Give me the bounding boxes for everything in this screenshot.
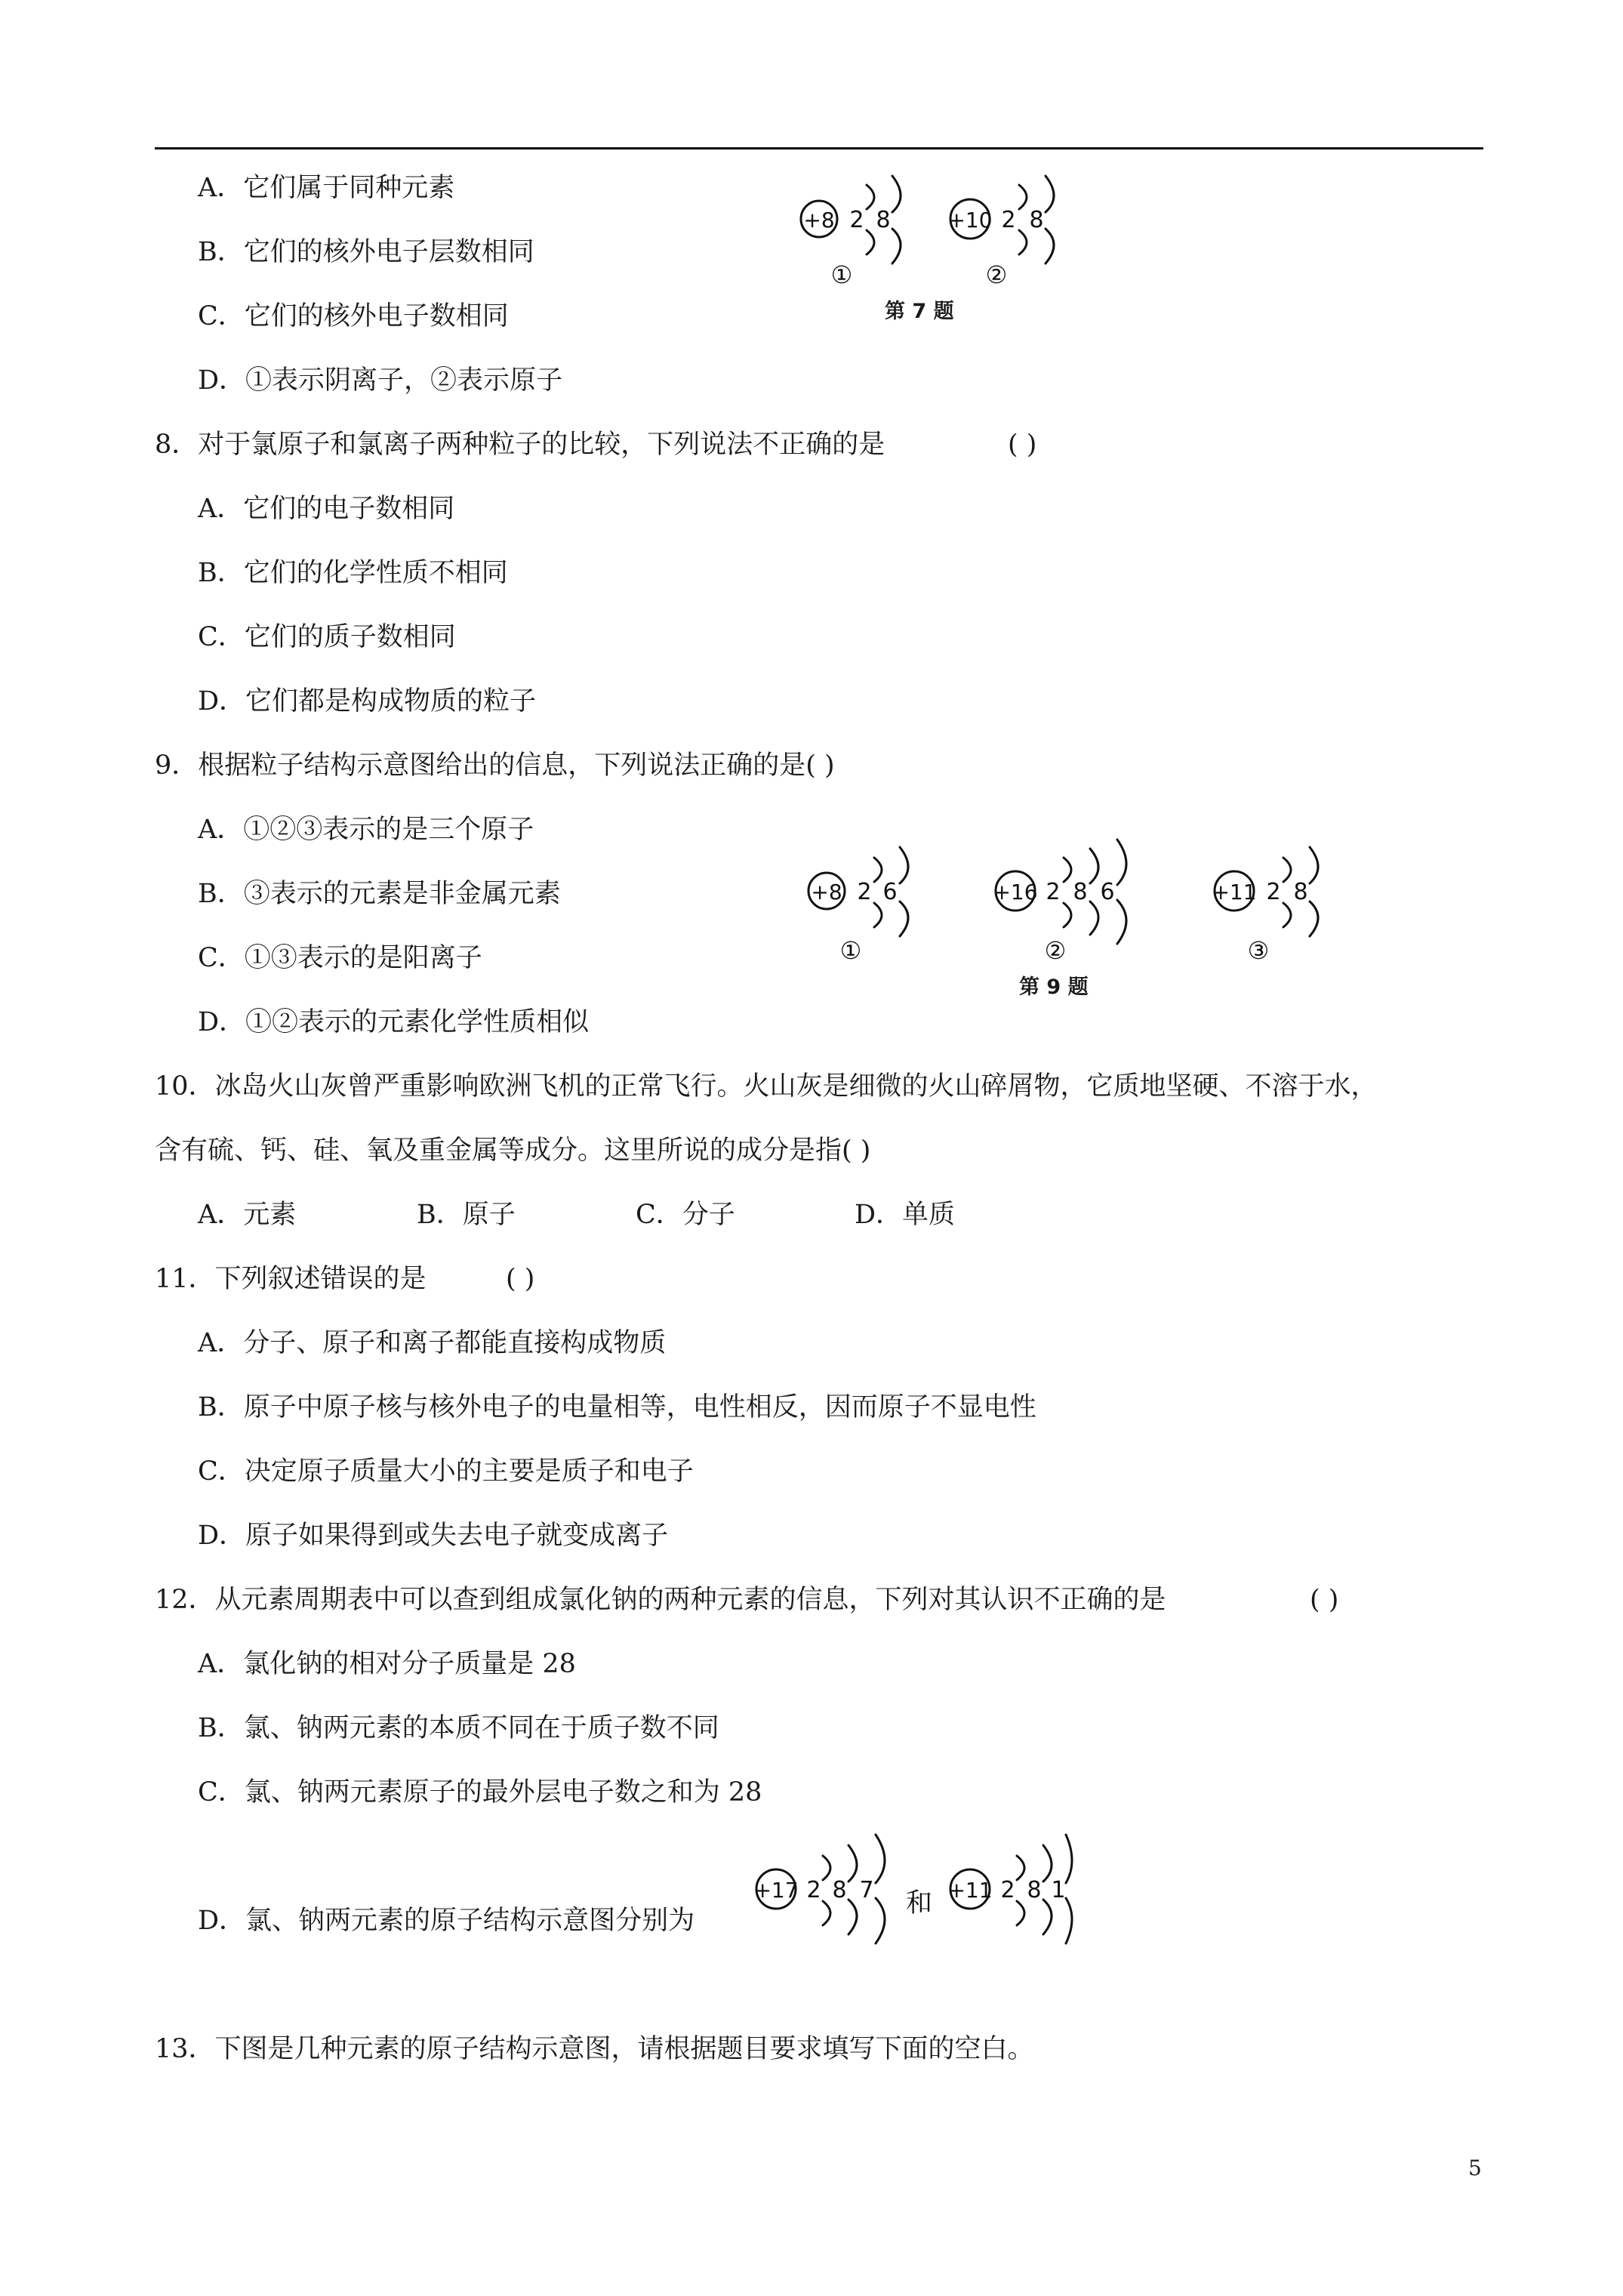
shell-arc: [876, 1898, 885, 1943]
q10-stem-line-2: 含有硫、钙、硅、氧及重金属等成分。这里所说的成分是指( ): [155, 1136, 871, 1166]
page-number: 5: [1468, 2156, 1482, 2180]
shell-arc: [848, 1900, 857, 1934]
shell-arc: [874, 858, 882, 882]
shell-arc: [1017, 1856, 1024, 1880]
shell-arc: [1046, 229, 1054, 264]
q9-p1-shell-2: 6: [882, 879, 898, 905]
shell-arc: [1117, 840, 1126, 885]
q9-particle-3: [1212, 847, 1318, 965]
q10-options-row: [198, 1197, 1073, 1233]
q12-option-a: A．氯化钠的相对分子质量是 28: [198, 1649, 576, 1679]
q7-p2-label: ②: [985, 260, 1008, 289]
shell-arc: [867, 185, 874, 209]
shell-arc: [1117, 900, 1126, 944]
q9-p3-label: ③: [1247, 936, 1270, 965]
q7-p2-shell-2: 8: [1029, 207, 1044, 233]
shell-arc: [823, 1856, 830, 1880]
q9-option-a: A．①②③表示的是三个原子: [198, 815, 534, 845]
q10-option-c: C．分子: [636, 1200, 735, 1230]
q9-stem: 9．根据粒子结构示意图给出的信息，下列说法正确的是( ): [155, 750, 835, 781]
shell-arc: [1046, 176, 1054, 212]
shell-arc: [848, 1845, 857, 1881]
q7-particle-2: [947, 176, 1054, 289]
q7-p1-shell-1: 2: [849, 207, 864, 233]
q10-stem-line-1: 10．冰岛火山灰曾严重影响欧洲飞机的正常飞行。火山灰是细微的火山碎屑物，它质地坚硬、不溶于水，: [155, 1071, 1378, 1102]
q12-p1-shell-1: 2: [806, 1877, 821, 1903]
q9-particle-2: [993, 840, 1126, 965]
q7-p1-shell-2: 8: [876, 207, 891, 233]
q8-answer-paren: ( ): [1008, 430, 1037, 460]
q8-stem: 8．对于氯原子和氯离子两种粒子的比较，下列说法不正确的是: [155, 430, 885, 460]
q12-p2-shell-1: 2: [1000, 1877, 1015, 1903]
q12-option-d: D．氯、钠两元素的原子结构示意图分别为: [198, 1906, 695, 1936]
q7-p2-shell-1: 2: [1001, 207, 1016, 233]
q9-option-d: D．①②表示的元素化学性质相似: [198, 1007, 590, 1037]
q9-structure-diagram: [796, 838, 1340, 974]
q12-p2-shell-2: 8: [1027, 1877, 1042, 1903]
q12-stem: 12．从元素周期表中可以查到组成氯化钠的两种元素的信息，下列对其认识不正确的是: [155, 1585, 1166, 1615]
q12-p1-shell-3: 7: [859, 1877, 874, 1903]
q11-option-c: C．决定原子质量大小的主要是质子和电子: [198, 1456, 694, 1487]
q7-structure-diagram: [785, 170, 1072, 306]
q10-option-b: B．原子: [417, 1200, 516, 1230]
q9-p3-shell-2: 8: [1293, 879, 1308, 905]
shell-arc: [1310, 901, 1318, 936]
shell-arc: [1066, 1835, 1072, 1883]
q9-option-c: C．①③表示的是阳离子: [198, 943, 482, 973]
q9-diagram-caption: 第 9 题: [1019, 975, 1089, 999]
q12-particle-sodium: [947, 1835, 1072, 1943]
q12-option-c: C．氯、钠两元素原子的最外层电子数之和为 28: [198, 1777, 762, 1808]
shell-arc: [1043, 1900, 1052, 1934]
q9-particle-1: [808, 847, 908, 965]
shell-arc: [1283, 858, 1291, 882]
shell-arc: [876, 1835, 885, 1883]
q12-option-b: B．氯、钠两元素的本质不同在于质子数不同: [198, 1713, 719, 1743]
q12-structure-diagram: [747, 1827, 1079, 1963]
q13-stem: 13．下图是几种元素的原子结构示意图，请根据题目要求填写下面的空白。: [155, 2034, 1034, 2064]
q9-p3-nucleus: +11: [1212, 880, 1257, 905]
q10-option-a: A．元素: [198, 1200, 297, 1230]
q7-diagram-caption: 第 7 题: [885, 300, 954, 323]
shell-arc: [1017, 1901, 1024, 1925]
q12-connector: 和: [906, 1888, 933, 1918]
shell-arc: [867, 230, 874, 254]
shell-arc: [1066, 1898, 1072, 1943]
q7-p1-label: ①: [830, 260, 853, 289]
q12-particle-chlorine: [753, 1835, 885, 1943]
q7-p2-nucleus: +10: [947, 208, 993, 233]
q12-answer-paren: ( ): [1310, 1585, 1339, 1615]
shell-arc: [1019, 230, 1027, 254]
q12-p1-nucleus: +17: [753, 1878, 799, 1903]
shell-arc: [900, 847, 908, 883]
q9-p2-nucleus: +16: [993, 880, 1038, 905]
q12-p2-nucleus: +11: [947, 1878, 993, 1903]
q11-stem: 11．下列叙述错误的是: [155, 1264, 427, 1294]
q7-option-d: D．①表示阴离子，②表示原子: [198, 365, 563, 396]
q7-option-a: A．它们属于同种元素: [198, 173, 455, 203]
q7-option-c: C．它们的核外电子数相同: [198, 301, 509, 331]
shell-arc: [1064, 903, 1071, 927]
q9-p1-label: ①: [839, 936, 862, 965]
shell-arc: [874, 903, 882, 927]
q12-p2-shell-3: 1: [1051, 1877, 1066, 1903]
q8-option-b: B．它们的化学性质不相同: [198, 558, 508, 588]
q9-p3-shell-1: 2: [1266, 879, 1281, 905]
q10-option-d: D．单质: [855, 1200, 956, 1230]
q9-p1-shell-1: 2: [857, 879, 872, 905]
q9-option-b: B．③表示的元素是非金属元素: [198, 879, 561, 909]
q9-p2-shell-3: 6: [1100, 879, 1115, 905]
shell-arc: [823, 1901, 830, 1925]
q7-option-b: B．它们的核外电子层数相同: [198, 237, 534, 267]
q8-option-c: C．它们的质子数相同: [198, 622, 456, 652]
q8-option-d: D．它们都是构成物质的粒子: [198, 686, 537, 717]
q12-p1-shell-2: 8: [832, 1877, 847, 1903]
shell-arc: [1064, 858, 1071, 882]
shell-arc: [892, 229, 901, 264]
shell-arc: [1043, 1845, 1052, 1881]
q9-p2-shell-2: 8: [1073, 879, 1088, 905]
shell-arc: [1090, 901, 1098, 935]
q8-option-a: A．它们的电子数相同: [198, 494, 455, 524]
shell-arc: [1283, 903, 1291, 927]
q11-option-d: D．原子如果得到或失去电子就变成离子: [198, 1521, 669, 1551]
q7-p1-nucleus: +8: [803, 208, 835, 233]
q7-particle-1: [801, 176, 901, 289]
shell-arc: [1019, 185, 1027, 209]
q11-option-a: A．分子、原子和离子都能直接构成物质: [198, 1328, 667, 1358]
q11-answer-paren: ( ): [506, 1264, 535, 1294]
q9-p2-label: ②: [1044, 936, 1067, 965]
q9-p1-nucleus: +8: [811, 880, 842, 905]
shell-arc: [900, 901, 908, 936]
q11-option-b: B．原子中原子核与核外电子的电量相等，电性相反，因而原子不显电性: [198, 1392, 1036, 1422]
q9-p2-shell-1: 2: [1046, 879, 1061, 905]
shell-arc: [1090, 849, 1098, 883]
shell-arc: [1310, 847, 1318, 883]
shell-arc: [892, 176, 901, 212]
header-rule: [155, 147, 1483, 149]
